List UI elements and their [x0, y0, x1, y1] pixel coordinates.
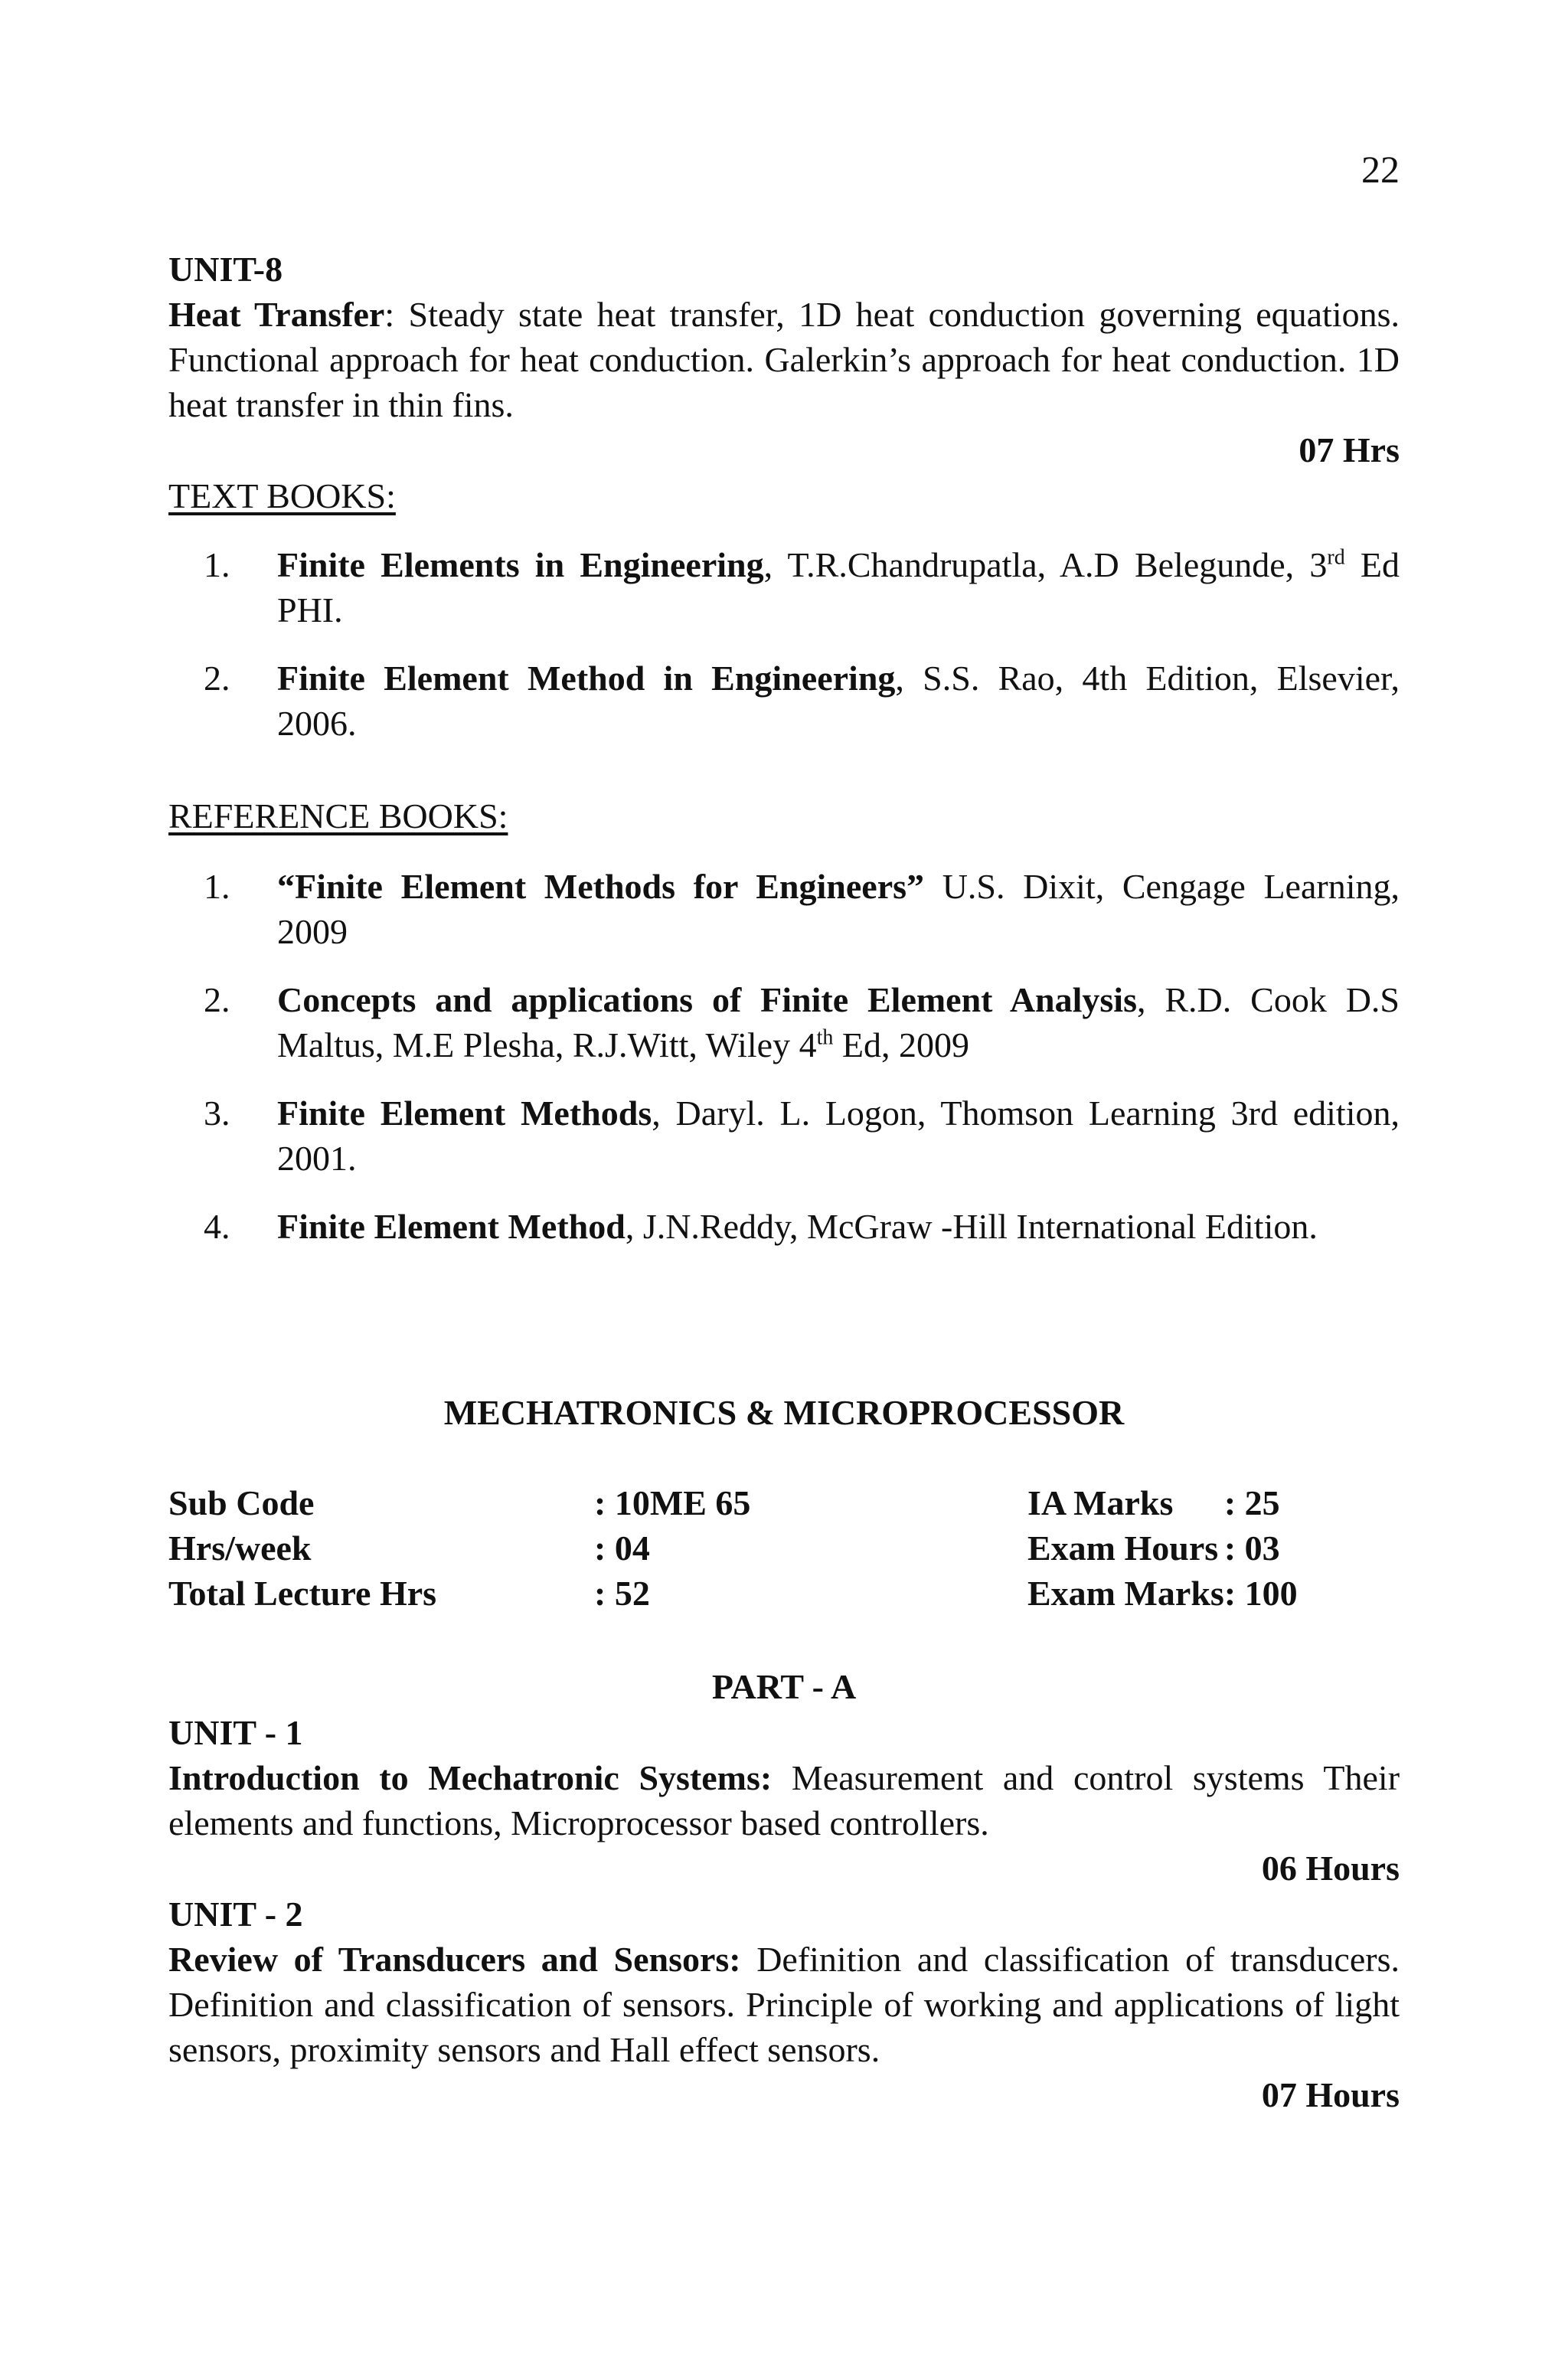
reference-book-number: 2. [204, 980, 230, 1019]
course-info-label2: IA Marks [1027, 1483, 1174, 1522]
course-info-value: : 04 [594, 1528, 650, 1568]
reference-book-details: U.S. Dixit, Cengage Learning, 2009 [277, 867, 1400, 951]
page-number: 22 [1361, 148, 1400, 191]
unit2-hours: 07 Hours [1261, 2075, 1400, 2114]
reference-book-details: , Daryl. L. Logon, Thomson Learning 3rd edition, 2001. [277, 1094, 1400, 1178]
unit1-heading: UNIT - 1 [168, 1713, 303, 1752]
text-books-list [168, 542, 1400, 746]
unit2-text: Definition and classification of transducers. Definition and classification of sensors. Principle of working and applications of light sensors, proximity sensors and Hall effect sensors. [168, 1940, 1400, 2069]
text-books-heading: TEXT BOOKS: [168, 476, 396, 515]
text-books-list-wrap [168, 542, 1400, 769]
reference-books-list [168, 864, 1400, 1249]
unit8-text: : Steady state heat transfer, 1D heat conduction governing equations. Functional approach for heat conduction. Galerkin’s approach for heat conduction. 1D heat transfer in thin fins. [168, 295, 1400, 424]
course-info-value: : 10ME 65 [594, 1483, 751, 1522]
course-info-label: Total Lecture Hrs [168, 1574, 437, 1613]
unit1-section [168, 1710, 1400, 1891]
reference-book-superscript: th [816, 1025, 834, 1050]
reference-book-details: , R.D. Cook D.S Maltus, M.E Plesha, R.J.Witt, Wiley 4 [277, 980, 1400, 1064]
unit2-heading: UNIT - 2 [168, 1895, 303, 1934]
course-info-label2: Exam Hours [1027, 1528, 1219, 1568]
text-book-details-tail: Ed PHI. [277, 545, 1400, 629]
text-book-item [168, 656, 1400, 746]
course-info-label: Sub Code [168, 1483, 315, 1522]
unit2-section [168, 1891, 1400, 2117]
text-book-number: 2. [204, 659, 230, 698]
reference-books-section [168, 793, 1400, 839]
part-a-heading: PART - A [711, 1667, 857, 1706]
unit1-paragraph [168, 1755, 1400, 1846]
reference-book-title: Finite Element Method [277, 1207, 626, 1246]
reference-book-item [168, 977, 1400, 1067]
unit8-paragraph [168, 292, 1400, 427]
unit2-paragraph [168, 1937, 1400, 2072]
unit2-topic: Review of Transducers and Sensors: [168, 1940, 741, 1979]
reference-book-title: “Finite Element Methods for Engineers” [277, 867, 925, 906]
reference-book-title: Concepts and applications of Finite Element Analysis [277, 980, 1137, 1019]
course-info-value: : 52 [594, 1574, 650, 1613]
reference-books-heading: REFERENCE BOOKS: [168, 796, 508, 835]
course-info-value2: : 100 [1223, 1574, 1298, 1613]
text-book-details: , T.R.Chandrupatla, A.D Belegunde, 3 [763, 545, 1328, 584]
reference-book-number: 4. [204, 1207, 230, 1246]
course-info-row [168, 1571, 1400, 1616]
course-info-row [168, 1480, 1400, 1525]
text-book-title: Finite Elements in Engineering [277, 545, 764, 584]
unit8-section [168, 247, 1400, 472]
course-info-row [168, 1525, 1400, 1571]
reference-books-list-wrap [168, 864, 1400, 1272]
text-book-number: 1. [204, 545, 230, 584]
course-info-label: Hrs/week [168, 1528, 312, 1568]
reference-book-item [168, 1090, 1400, 1181]
unit1-hours: 06 Hours [1261, 1849, 1400, 1888]
unit8-hours: 07 Hrs [1298, 430, 1400, 469]
reference-book-title: Finite Element Methods [277, 1094, 652, 1133]
course-info-table [168, 1480, 1400, 1616]
text-book-details: , S.S. Rao, 4th Edition, Elsevier, 2006. [277, 659, 1400, 743]
text-book-item [168, 542, 1400, 633]
course-info-value2: : 03 [1223, 1528, 1280, 1568]
unit1-text: Measurement and control systems Their elements and functions, Microprocessor based controllers. [168, 1758, 1400, 1842]
course-title: MECHATRONICS & MICROPROCESSOR [443, 1393, 1125, 1432]
course-info-label2: Exam Marks [1027, 1574, 1224, 1613]
reference-book-details-tail: Ed, 2009 [833, 1025, 969, 1064]
course-info-value2: : 25 [1223, 1483, 1280, 1522]
reference-book-number: 3. [204, 1094, 230, 1133]
reference-book-number: 1. [204, 867, 230, 906]
unit8-heading: UNIT-8 [168, 250, 283, 289]
reference-book-details: , J.N.Reddy, McGraw -Hill International Edition. [625, 1207, 1318, 1246]
unit8-topic: Heat Transfer [168, 295, 385, 334]
course-info [168, 1480, 1400, 1616]
text-book-title: Finite Element Method in Engineering [277, 659, 896, 698]
reference-book-item [168, 1204, 1400, 1249]
text-books-section [168, 473, 1400, 518]
unit1-topic: Introduction to Mechatronic Systems: [168, 1758, 773, 1797]
text-book-superscript: rd [1327, 545, 1345, 570]
reference-book-item [168, 864, 1400, 954]
